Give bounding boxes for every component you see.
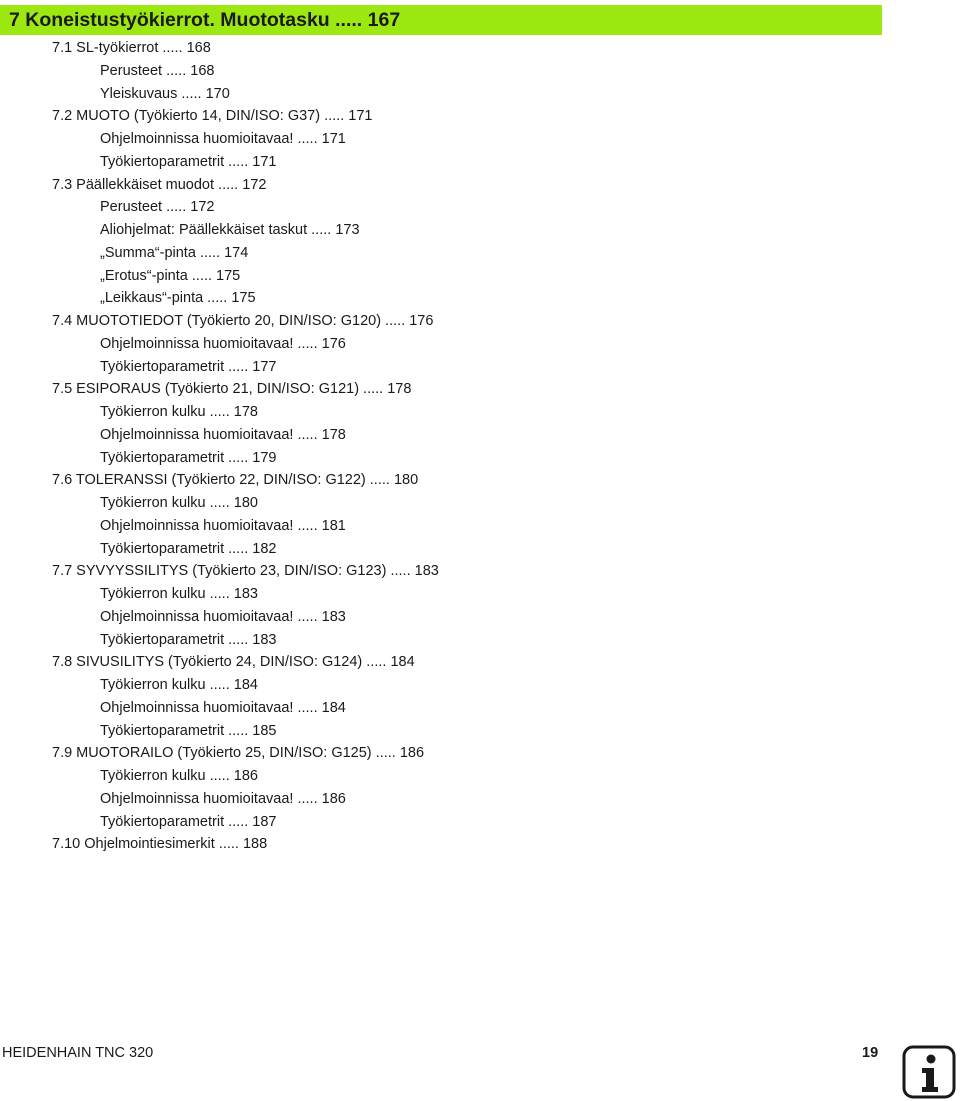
toc-subsection-entry[interactable]: „Erotus“-pinta ..... 175 <box>100 267 241 284</box>
toc-section-entry[interactable]: 7.1 SL-työkierrot ..... 168 <box>52 40 211 56</box>
footer-product-name: HEIDENHAIN TNC 320 <box>2 1045 154 1061</box>
toc-subsection-entry[interactable]: Ohjelmoinnissa huomioitavaa! ..... 176 <box>100 335 346 352</box>
table-of-contents <box>0 37 900 856</box>
chapter-title[interactable]: 7 Koneistustyökierrot. Muototasku ..... 167 <box>9 9 401 31</box>
toc-subsection-entry[interactable]: Työkiertoparametrit ..... 171 <box>100 153 277 170</box>
toc-subsection-entry[interactable]: Työkierron kulku ..... 184 <box>100 677 258 693</box>
toc-section-entry[interactable]: 7.3 Päällekkäiset muodot ..... 172 <box>52 176 267 193</box>
toc-section-entry[interactable]: 7.8 SIVUSILITYS (Työkierto 24, DIN/ISO: G124) ..... 184 <box>52 654 415 671</box>
toc-subsection-entry[interactable]: Työkierron kulku ..... 186 <box>100 768 258 784</box>
toc-subsection-entry[interactable]: Aliohjelmat: Päällekkäiset taskut ..... 173 <box>100 222 360 238</box>
toc-section-entry[interactable]: 7.6 TOLERANSSI (Työkierto 22, DIN/ISO: G122) ..... 180 <box>52 472 419 489</box>
toc-subsection-entry[interactable]: Ohjelmoinnissa huomioitavaa! ..... 183 <box>100 608 346 625</box>
toc-subsection-entry[interactable]: Työkiertoparametrit ..... 182 <box>100 540 277 557</box>
info-icon <box>902 1045 956 1099</box>
toc-subsection-entry[interactable]: Perusteet ..... 172 <box>100 199 215 216</box>
toc-subsection-entry[interactable]: Ohjelmoinnissa huomioitavaa! ..... 181 <box>100 517 346 534</box>
toc-subsection-entry[interactable]: „Summa“-pinta ..... 174 <box>100 244 249 261</box>
toc-subsection-entry[interactable]: Työkiertoparametrit ..... 185 <box>100 722 277 739</box>
toc-subsection-entry[interactable]: Yleiskuvaus ..... 170 <box>100 85 230 102</box>
toc-section-entry[interactable]: 7.5 ESIPORAUS (Työkierto 21, DIN/ISO: G121) ..... 178 <box>52 381 412 398</box>
toc-section-entry[interactable]: 7.7 SYVYYSSILITYS (Työkierto 23, DIN/ISO: G123) ..... 183 <box>52 563 439 580</box>
toc-subsection-entry[interactable]: „Leikkaus“-pinta ..... 175 <box>100 290 256 307</box>
toc-section-entry[interactable]: 7.2 MUOTO (Työkierto 14, DIN/ISO: G37) ..... 171 <box>52 108 373 125</box>
page-number: 19 <box>862 1045 879 1061</box>
toc-subsection-entry[interactable]: Ohjelmoinnissa huomioitavaa! ..... 178 <box>100 426 346 443</box>
toc-subsection-entry[interactable]: Työkiertoparametrit ..... 179 <box>100 449 277 466</box>
toc-subsection-entry[interactable]: Työkiertoparametrit ..... 183 <box>100 631 277 648</box>
toc-subsection-entry[interactable]: Perusteet ..... 168 <box>100 62 215 79</box>
toc-subsection-entry[interactable]: Ohjelmoinnissa huomioitavaa! ..... 171 <box>100 131 346 147</box>
toc-subsection-entry[interactable]: Työkiertoparametrit ..... 187 <box>100 813 277 830</box>
toc-subsection-entry[interactable]: Työkierron kulku ..... 180 <box>100 495 258 511</box>
toc-subsection-entry[interactable]: Työkierron kulku ..... 178 <box>100 404 258 420</box>
toc-subsection-entry[interactable]: Ohjelmoinnissa huomioitavaa! ..... 186 <box>100 790 346 807</box>
toc-subsection-entry[interactable]: Työkiertoparametrit ..... 177 <box>100 358 277 375</box>
toc-subsection-entry[interactable]: Työkierron kulku ..... 183 <box>100 586 258 602</box>
toc-section-entry[interactable]: 7.9 MUOTORAILO (Työkierto 25, DIN/ISO: G125) ..... 186 <box>52 745 425 762</box>
toc-section-entry[interactable]: 7.4 MUOTOTIEDOT (Työkierto 20, DIN/ISO: G120) ..... 176 <box>52 313 434 329</box>
toc-section-entry[interactable]: 7.10 Ohjelmointiesimerkit ..... 188 <box>52 836 268 853</box>
toc-subsection-entry[interactable]: Ohjelmoinnissa huomioitavaa! ..... 184 <box>100 699 346 716</box>
